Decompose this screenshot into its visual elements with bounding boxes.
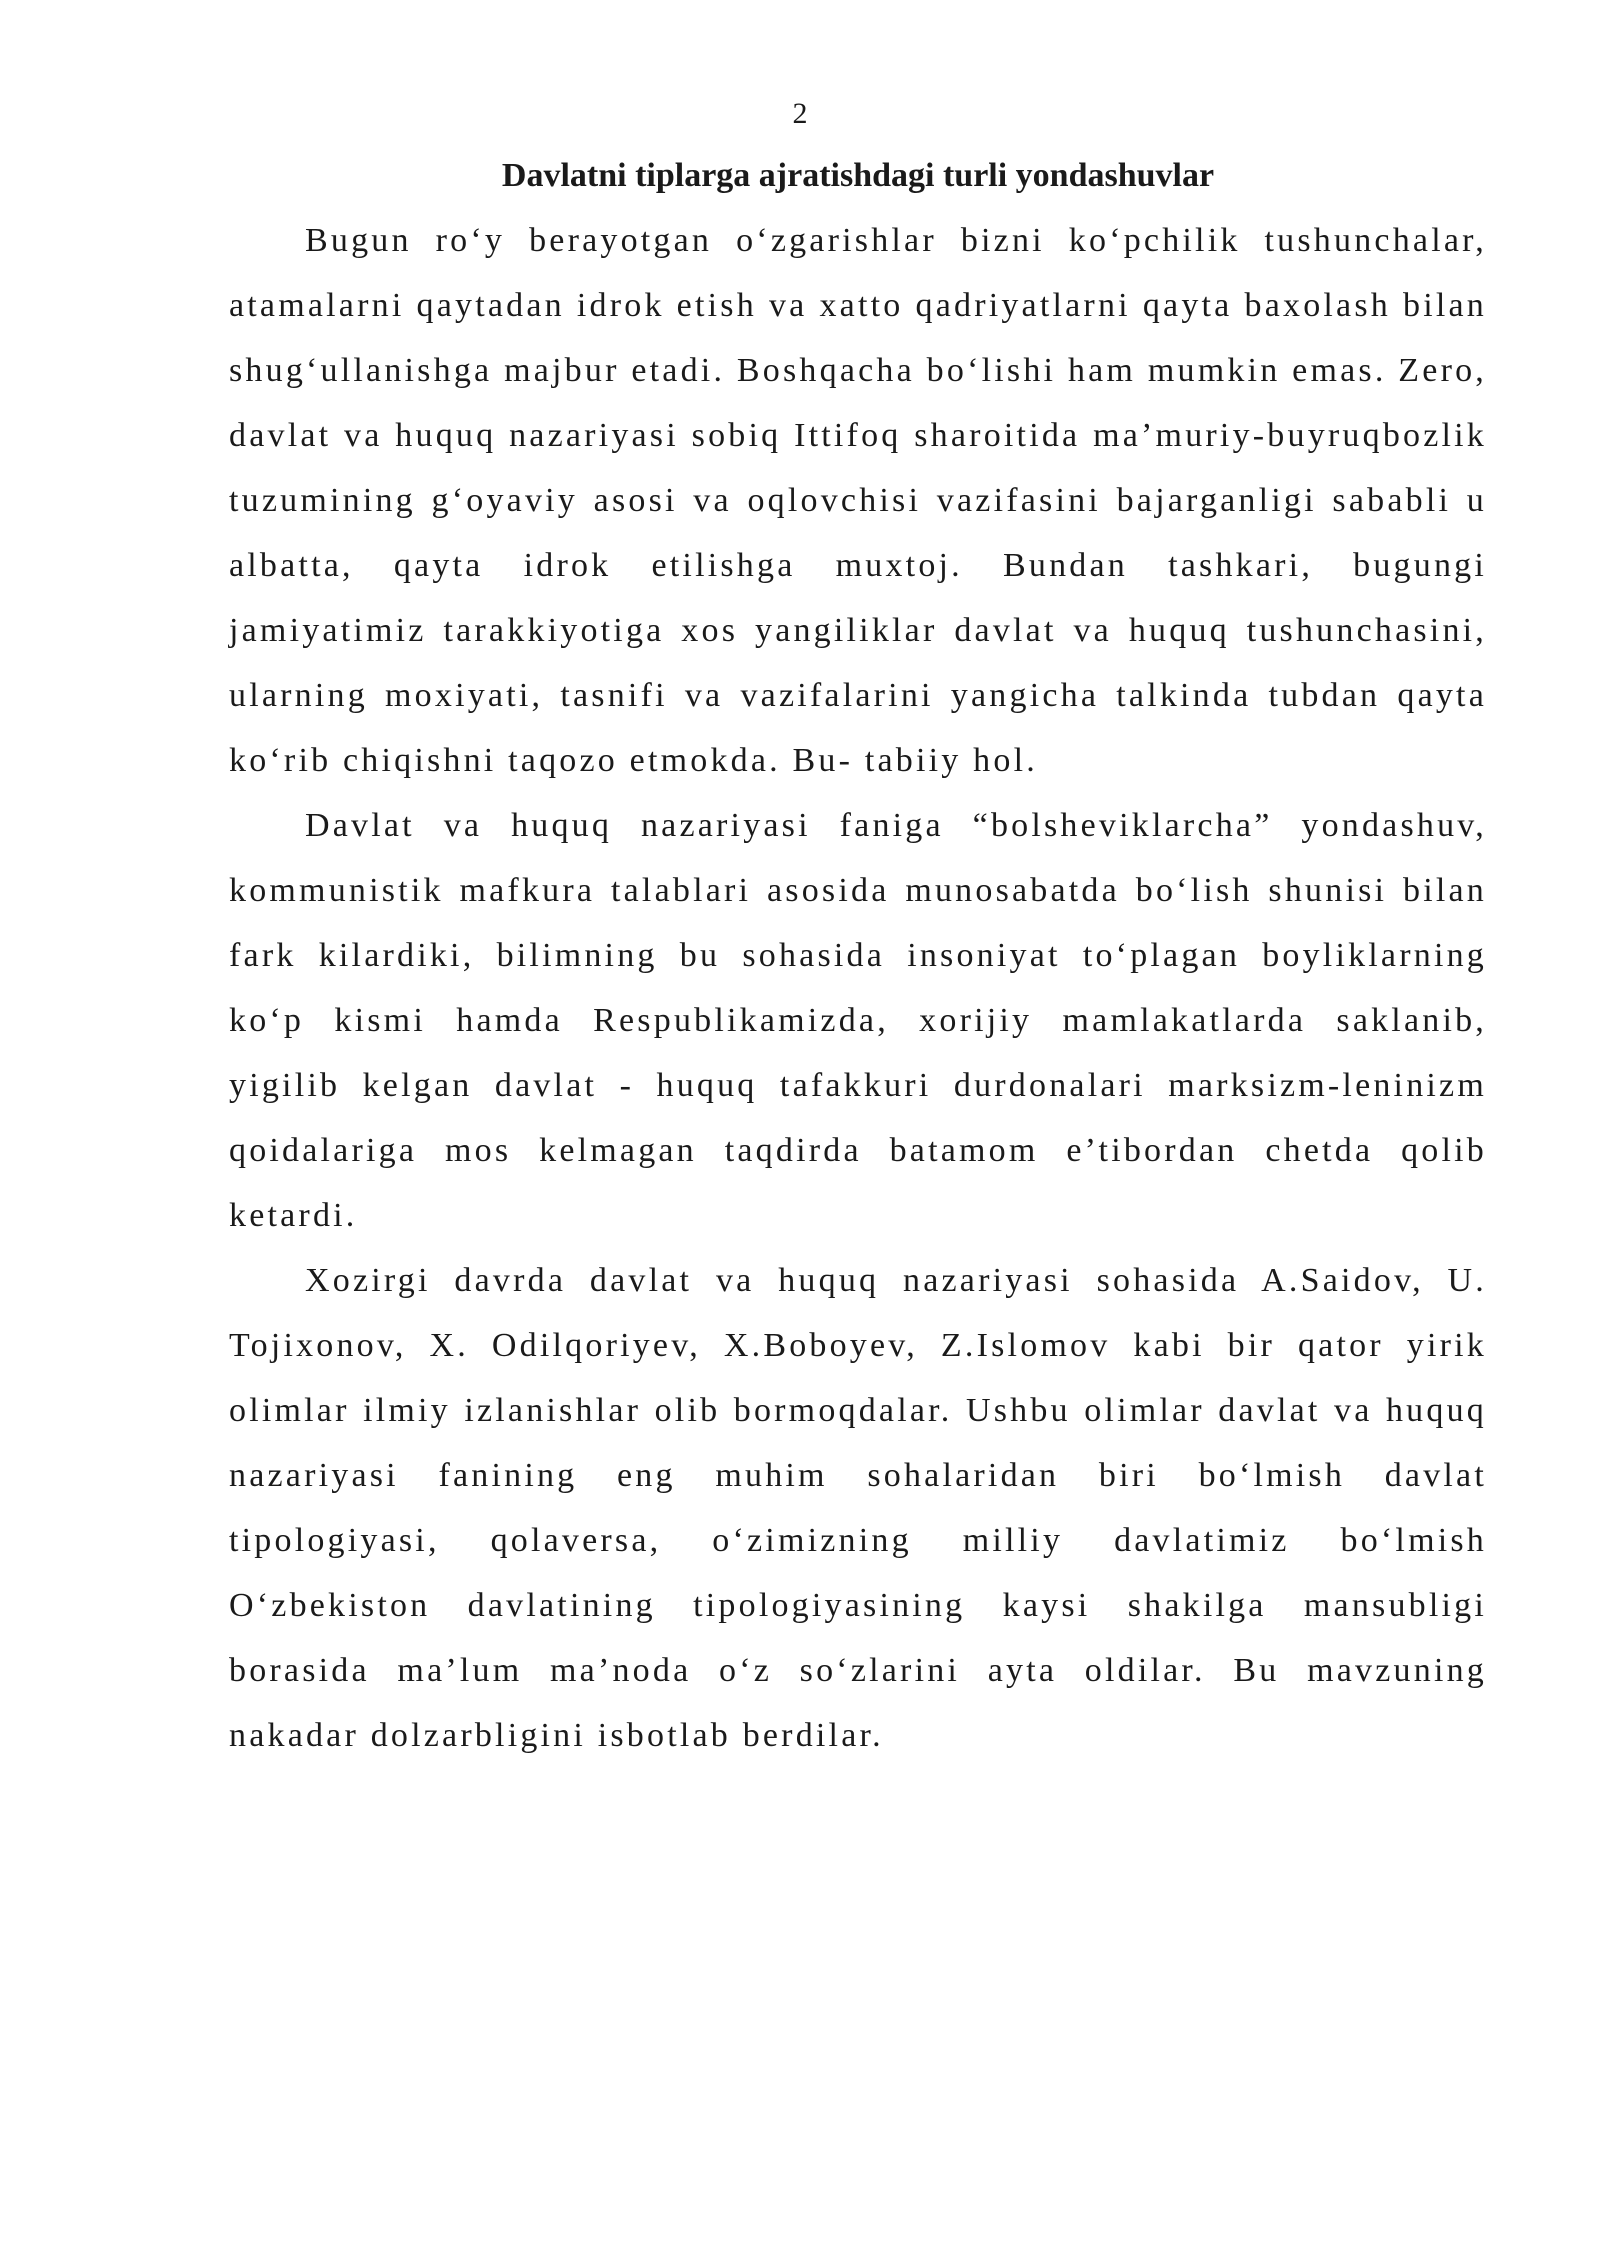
paragraph-1: Bugun ro‘y berayotgan o‘zgarishlar bizni ko‘pchilik tushunchalar, atamalarni qaytadan idrok etish va xatto qadriyatlarni qayta baxolash bilan shug‘ullanishga majbur etadi. Boshqacha bo‘lishi ham mumkin emas. Zero, davlat va huquq nazariyasi sobiq Ittifoq sharoitida ma’muriy-buyruqbozlik tuzumining g‘oyaviy asosi va oqlovchisi vazifasini bajarganligi sababli u albatta, qayta idrok etilishga muxtoj. Bundan tashkari, bugungi jamiyatimiz tarakkiyotiga xos yangiliklar davlat va huquq tushunchasini, ularning moxiyati, tasnifi va vazifalarini yangicha talkinda tubdan qayta ko‘rib chiqishni taqozo etmokda. Bu- tabiiy hol. <box>229 222 1487 779</box>
paragraph-2: Davlat va huquq nazariyasi faniga “bolsheviklarcha” yondashuv, kommunistik mafkura talablari asosida munosabatda bo‘lish shunisi bilan fark kilardiki, bilimning bu sohasida insoniyat to‘plagan boyliklarning ko‘p kismi hamda Respublikamizda, xorijiy mamlakatlarda saklanib, yigilib kelgan davlat - huquq tafakkuri durdonalari marksizm-leninizm qoidalariga mos kelmagan taqdirda batamom e’tibordan chetda qolib ketardi. <box>229 807 1487 1234</box>
body-text <box>229 208 1487 1768</box>
document-title: Davlatni tiplarga ajratishdagi turli yondashuvlar <box>501 157 1215 194</box>
page-number: 2 <box>792 97 808 130</box>
paragraph-3: Xozirgi davrda davlat va huquq nazariyasi sohasida A.Saidov, U. Tojixonov, X. Odilqoriyev, X.Boboyev, Z.Islomov kabi bir qator yirik olimlar ilmiy izlanishlar olib bormoqdalar. Ushbu olimlar davlat va huquq nazariyasi fanining eng muhim sohalaridan biri bo‘lmish davlat tipologiyasi, qolaversa, o‘zimizning milliy davlatimiz bo‘lmish O‘zbekiston davlatining tipologiyasining kaysi shakilga mansubligi borasida ma’lum ma’noda o‘z so‘zlarini ayta oldilar. Bu mavzuning nakadar dolzarbligini isbotlab berdilar. <box>229 1262 1487 1754</box>
